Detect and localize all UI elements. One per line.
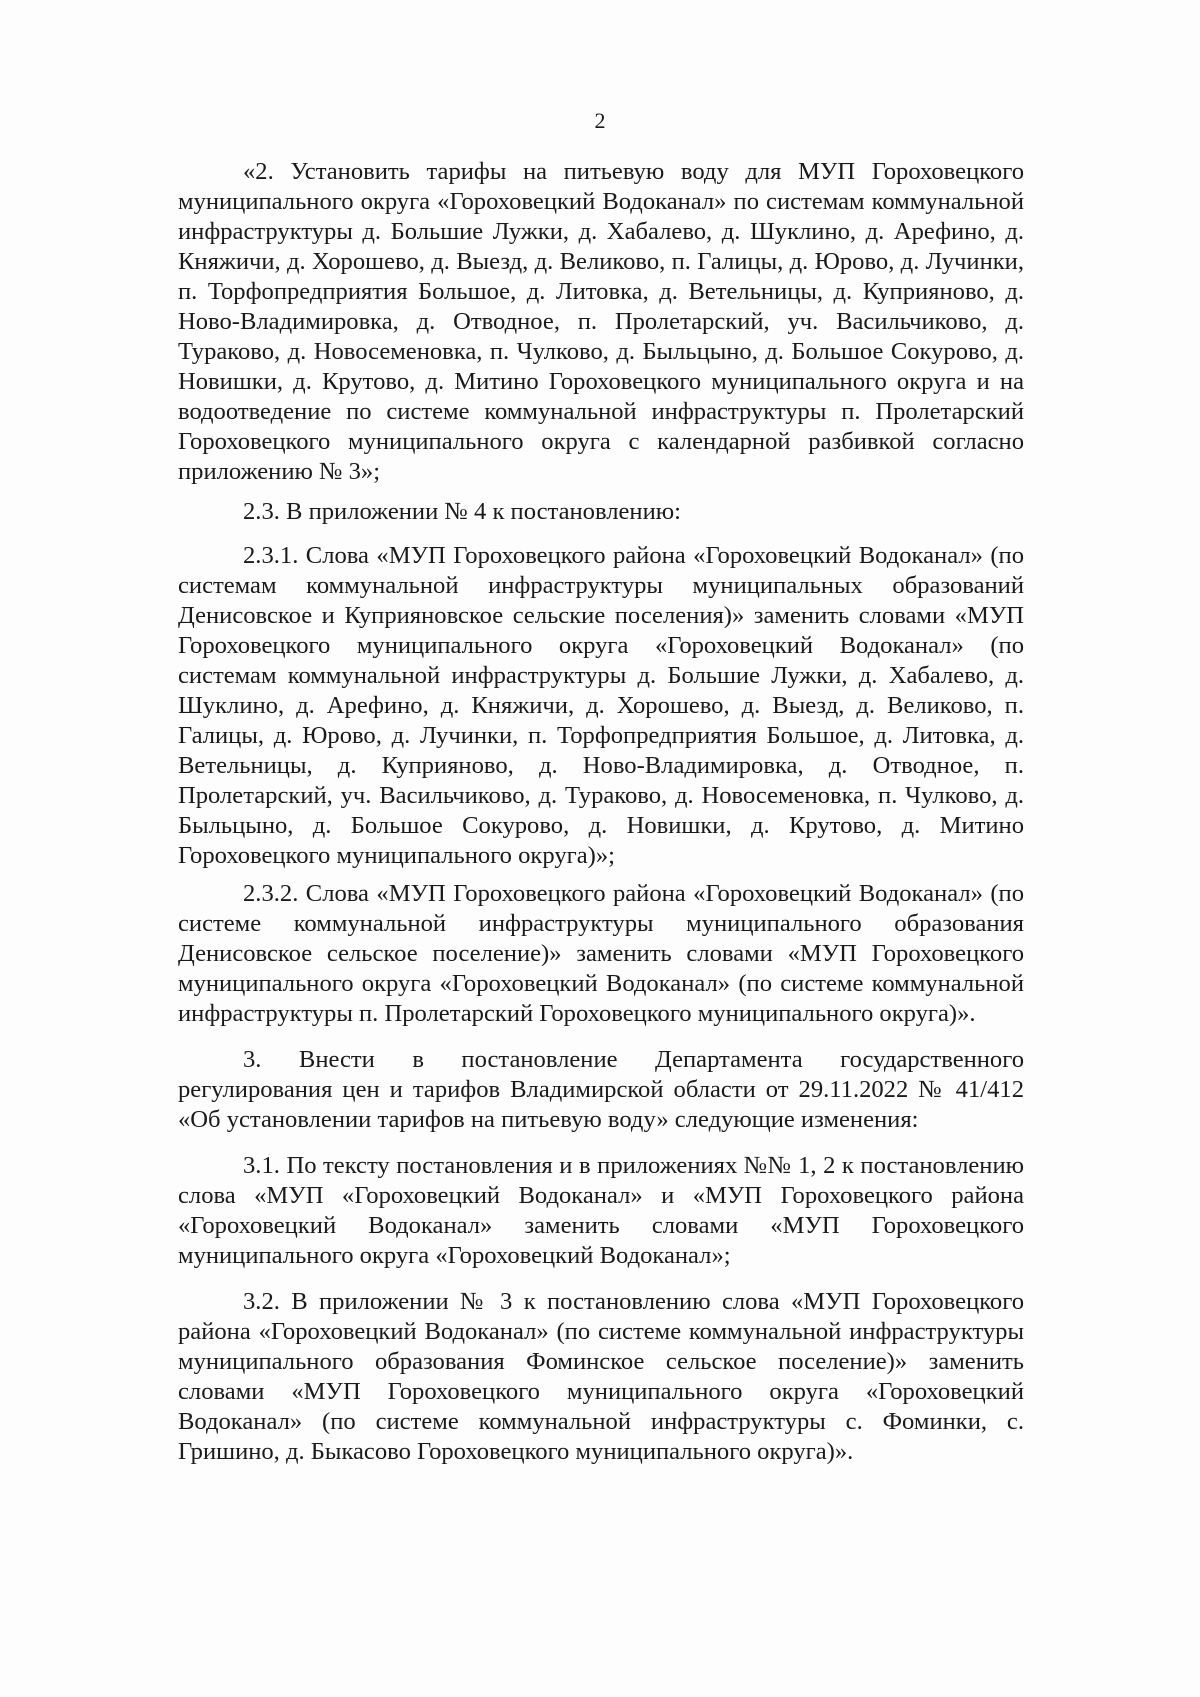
paragraph-2-3-1: 2.3.1. Слова «МУП Гороховецкого района «Гороховецкий Водоканал» (по системам коммунальной инфраструктуры муниципальных образований Денисовское и Куприяновское сельские поселения)» заменить словами «МУП Гороховецкого муниципального округа «Гороховецкий Водоканал» (по системам коммунальной инфраструктуры д. Большие Лужки, д. Хабалево, д. Шуклино, д. Арефино, д. Княжичи, д. Хорошево, д. Выезд, д. Великово, п. Галицы, д. Юрово, д. Лучинки, п. Торфопредприятия Большое, д. Литовка, д. Ветельницы, д. Куприяново, д. Ново-Владимировка, д. Отводное, п. Пролетарский, уч. Васильчиково, д. Тураково, д. Новосеменовка, п. Чулково, д. Быльцыно, д. Большое Сокурово, д. Новишки, д. Крутово, д. Митино Гороховецкого муниципального округа)»; (178, 542, 1024, 869)
document-body (178, 157, 1024, 1467)
paragraph-2-3: 2.3. В приложении № 4 к постановлению: (243, 498, 681, 525)
page-number: 2 (594, 108, 606, 133)
paragraph-3-2: 3.2. В приложении № 3 к постановлению слова «МУП Гороховецкого района «Гороховецкий Водоканал» (по системе коммунальной инфраструктуры муниципального образования Фоминское сельское поселение)» заменить словами «МУП Гороховецкого муниципального округа «Гороховецкий Водоканал» (по системе коммунальной инфраструктуры с. Фоминки, с. Гришино, д. Быкасово Гороховецкого муниципального округа)». (178, 1288, 1024, 1465)
paragraph-3: 3. Внести в постановление Департамента государственного регулирования цен и тарифов Владимирской области от 29.11.2022 № 41/412 «Об установлении тарифов на питьевую воду» следующие изменения: (178, 1046, 1024, 1133)
paragraph-tariff-point-2: «2. Установить тарифы на питьевую воду для МУП Гороховецкого муниципального округа «Гороховецкий Водоканал» по системам коммунальной инфраструктуры д. Большие Лужки, д. Хабалево, д. Шуклино, д. Арефино, д. Княжичи, д. Хорошево, д. Выезд, д. Великово, п. Галицы, д. Юрово, д. Лучинки, п. Торфопредприятия Большое, д. Литовка, д. Ветельницы, д. Куприяново, д. Ново-Владимировка, д. Отводное, п. Пролетарский, уч. Васильчиково, д. Тураково, д. Новосеменовка, п. Чулково, д. Быльцыно, д. Большое Сокурово, д. Новишки, д. Крутово, д. Митино Гороховецкого муниципального округа и на водоотведение по системе коммунальной инфраструктуры п. Пролетарский Гороховецкого муниципального округа с календарной разбивкой согласно приложению № 3»; (178, 158, 1024, 485)
paragraph-3-1: 3.1. По тексту постановления и в приложениях №№ 1, 2 к постановлению слова «МУП «Гороховецкий Водоканал» и «МУП Гороховецкого района «Гороховецкий Водоканал» заменить словами «МУП Гороховецкого муниципального округа «Гороховецкий Водоканал»; (178, 1152, 1024, 1269)
paragraph-2-3-2: 2.3.2. Слова «МУП Гороховецкого района «Гороховецкий Водоканал» (по системе коммунальной инфраструктуры муниципального образования Денисовское сельское поселение)» заменить словами «МУП Гороховецкого муниципального округа «Гороховецкий Водоканал» (по системе коммунальной инфраструктуры п. Пролетарский Гороховецкого муниципального округа)». (178, 880, 1024, 1027)
